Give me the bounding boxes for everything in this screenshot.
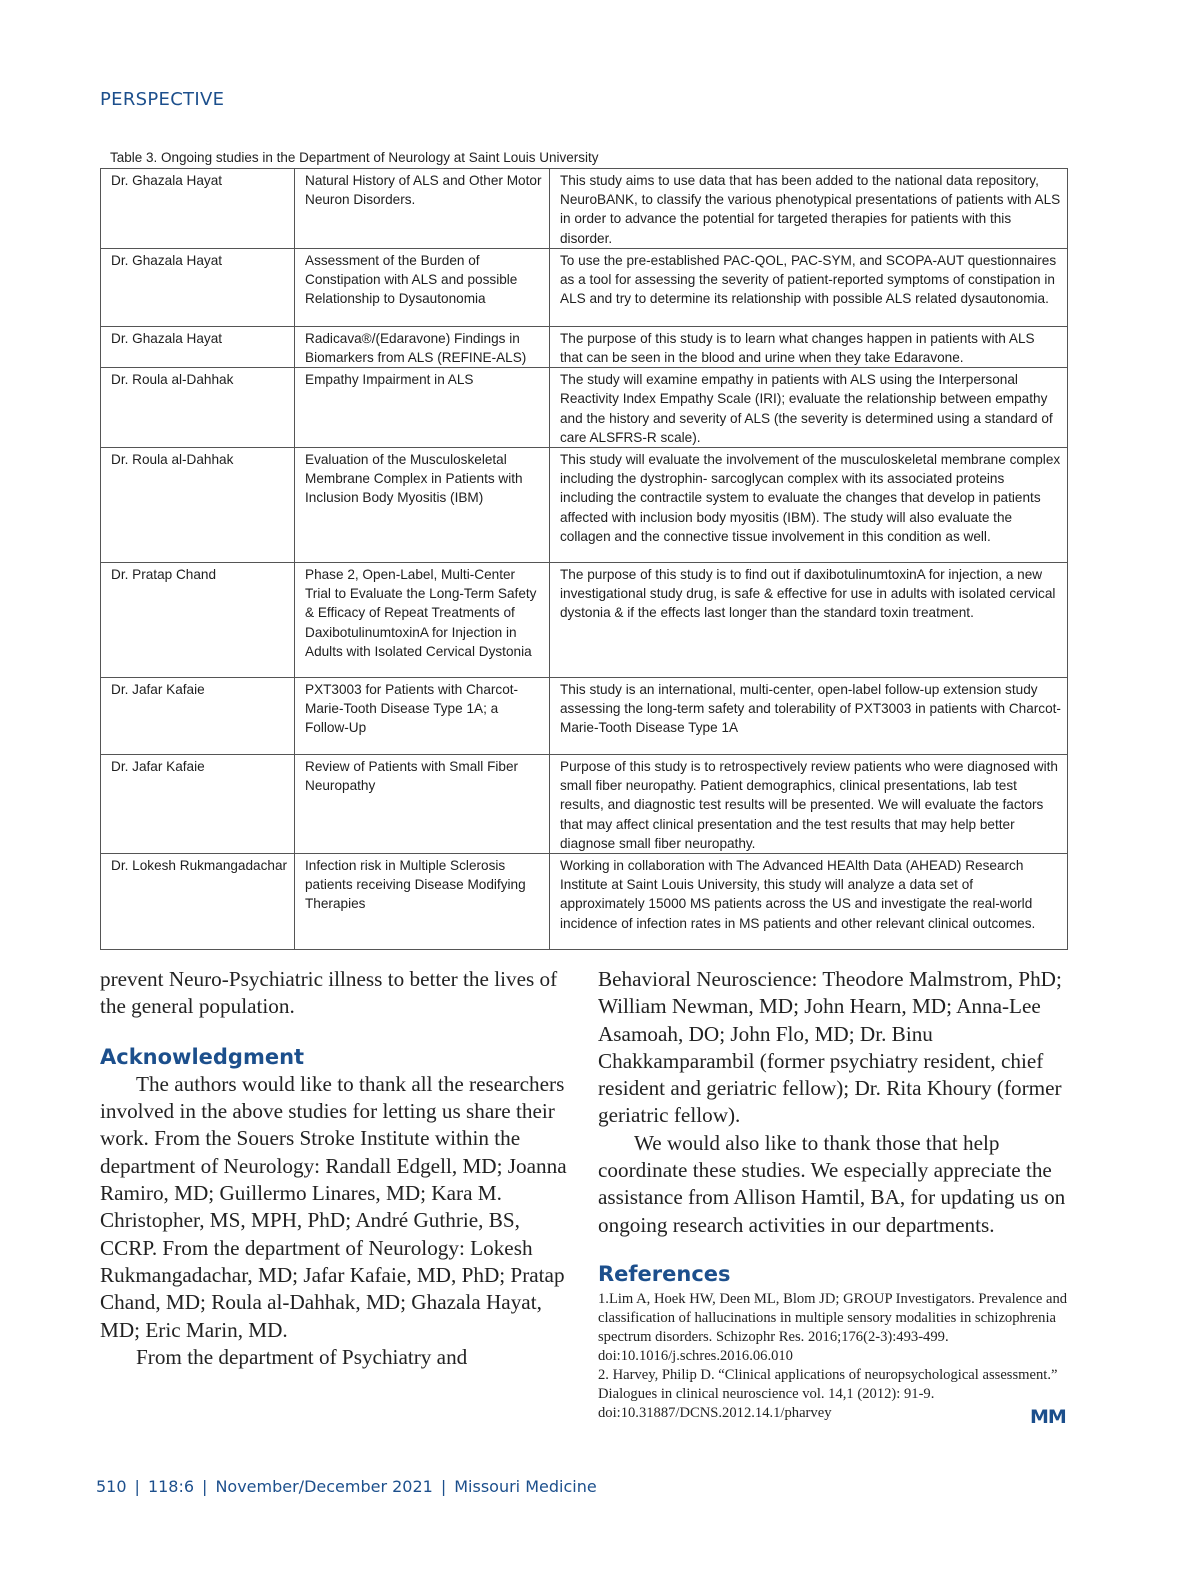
description-cell: This study is an international, multi-center, open-label follow-up extension study assessing the long-term safety and tolerability of PXT3003 in patients with Charcot-Marie-Tooth Disease Type 1A [550, 678, 1068, 755]
end-mark-logo: MM [1030, 1406, 1066, 1428]
investigator-cell: Dr. Lokesh Rukmangadachar [101, 854, 295, 950]
acknowledgment-paragraph-continued: From the department of Psychiatry and [136, 1344, 468, 1369]
reference-item: 1.Lim A, Hoek HW, Deen ML, Blom JD; GROUP Investigators. Prevalence and classification of hallucinations in multiple sensory modalities in schizophrenia spectrum disorders. Schizophr Res. 2016;176(2-3):493-499. doi:10.1016/j.schres.2016.06.010 [598, 1291, 1068, 1365]
acknowledgment-heading: Acknowledgment [100, 1044, 305, 1069]
study-cell: Evaluation of the Musculoskeletal Membrane Complex in Patients with Inclusion Body Myositis (IBM) [295, 448, 550, 563]
study-cell: Natural History of ALS and Other Motor Neuron Disorders. [295, 169, 550, 249]
intro-end-paragraph: prevent Neuro-Psychiatric illness to better the lives of the general population. [100, 967, 558, 1019]
investigator-cell: Dr. Roula al-Dahhak [101, 448, 295, 563]
investigator-cell: Dr. Ghazala Hayat [101, 326, 295, 367]
study-cell: Review of Patients with Small Fiber Neuropathy [295, 755, 550, 854]
description-cell: This study will evaluate the involvement of the musculoskeletal membrane complex including the dystrophin- sarcoglycan complex with its associated proteins including the contractile system to evaluate the changes that develop in patients affected with inclusion body myositis (IBM). The study will also evaluate the collagen and the connective tissue involvement in this condition as well. [550, 448, 1068, 563]
table-row [101, 169, 1068, 249]
investigator-cell: Dr. Jafar Kafaie [101, 678, 295, 755]
acknowledgment-paragraph: The authors would like to thank all the researchers involved in the above studies for letting us share their work. From the Souers Stroke Institute within the department of Neurology: Randall Edgell, MD; Joanna Ramiro, MD; Guillermo Linares, MD; Kara M. Christopher, MS, MPH, PhD; André Guthrie, BS, CCRP. From the department of Neurology: Lokesh Rukmangadachar, MD; Jafar Kafaie, MD, PhD; Pratap Chand, MD; Roula al-Dahhak, MD; Ghazala Hayat, MD; Eric Marin, MD. [100, 1071, 567, 1342]
investigator-cell: Dr. Roula al-Dahhak [101, 368, 295, 448]
description-cell: Working in collaboration with The Advanced HEAlth Data (AHEAD) Research Institute at Saint Louis University, this study will analyze a data set of approximately 15000 MS patients across the US and investigate the real-world incidence of infection rates in MS patients and other relevant clinical outcomes. [550, 854, 1068, 950]
footer-separator: | [134, 1477, 140, 1496]
left-column [100, 966, 570, 1371]
description-cell: The study will examine empathy in patients with ALS using the Interpersonal Reactivity Index Empathy Scale (IRI); evaluate the relationship between empathy and the history and severity of ALS (the severity is determined using a standard of care ALSFRS-R scale). [550, 368, 1068, 448]
study-cell: PXT3003 for Patients with Charcot-Marie-Tooth Disease Type 1A; a Follow-Up [295, 678, 550, 755]
description-cell: The purpose of this study is to learn what changes happen in patients with ALS that can be seen in the blood and urine when they take Edaravone. [550, 326, 1068, 367]
table-row [101, 563, 1068, 678]
description-cell: The purpose of this study is to find out if daxibotulinumtoxinA for injection, a new investigational study drug, is safe & effective for use in adults with isolated cervical dystonia & if the effects last longer than the standard toxin treatment. [550, 563, 1068, 678]
issue-number: 118:6 [147, 1477, 195, 1496]
investigator-cell: Dr. Pratap Chand [101, 563, 295, 678]
acknowledgment-continuation: Behavioral Neuroscience: Theodore Malmstrom, PhD; William Newman, MD; John Hearn, MD; Anna-Lee Asamoah, DO; John Flo, MD; Dr. Binu Chakkamparambil (former psychiatry resident, chief resident and geriatric fellow); Dr. Rita Khoury (former geriatric fellow). [598, 967, 1062, 1128]
table-row [101, 248, 1068, 326]
references-heading: References [598, 1261, 731, 1286]
investigator-cell: Dr. Jafar Kafaie [101, 755, 295, 854]
section-label: PERSPECTIVE [100, 89, 225, 110]
footer-separator: | [440, 1477, 447, 1496]
reference-item: 2. Harvey, Philip D. “Clinical applications of neuropsychological assessment.” Dialogues in clinical neuroscience vol. 14,1 (2012): 91-9. doi:10.31887/DCNS.2012.14.1/pharvey [598, 1367, 1058, 1422]
study-cell: Phase 2, Open-Label, Multi-Center Trial to Evaluate the Long-Term Safety & Efficacy of Repeat Treatments of DaxibotulinumtoxinA for Injection in Adults with Isolated Cervical Dystonia [295, 563, 550, 678]
table-row [101, 448, 1068, 563]
investigator-cell: Dr. Ghazala Hayat [101, 169, 295, 249]
issue-date: November/December 2021 [215, 1477, 433, 1496]
table-caption: Table 3. Ongoing studies in the Department of Neurology at Saint Louis University [110, 150, 599, 165]
studies-table [100, 168, 1068, 950]
journal-name: Missouri Medicine [454, 1477, 597, 1496]
acknowledgment-paragraph: We would also like to thank those that help coordinate these studies. We especially appreciate the assistance from Allison Hamtil, BA, for updating us on ongoing research activities in our departments. [598, 1130, 1066, 1237]
investigator-cell: Dr. Ghazala Hayat [101, 248, 295, 326]
table-row [101, 368, 1068, 448]
study-cell: Empathy Impairment in ALS [295, 368, 550, 448]
table-row [101, 854, 1068, 950]
page-footer [96, 1477, 597, 1496]
description-cell: To use the pre-established PAC-QOL, PAC-SYM, and SCOPA-AUT questionnaires as a tool for assessing the severity of patient-reported symptoms of constipation in ALS and try to determine its relationship with possible ALS related dysautonomia. [550, 248, 1068, 326]
right-column [598, 966, 1068, 1423]
description-cell: Purpose of this study is to retrospectively review patients who were diagnosed with small fiber neuropathy. Patient demographics, clinical presentations, lab test results, and diagnostic test results will be presented. We will evaluate the factors that may affect clinical presentation and the test results that may help better diagnose small fiber neuropathy. [550, 755, 1068, 854]
table-row [101, 755, 1068, 854]
study-cell: Assessment of the Burden of Constipation with ALS and possible Relationship to Dysautonomia [295, 248, 550, 326]
page-number: 510 [96, 1477, 127, 1496]
table-row [101, 678, 1068, 755]
table-row [101, 326, 1068, 367]
description-cell: This study aims to use data that has been added to the national data repository, NeuroBANK, to classify the various phenotypical presentations of patients with ALS in order to advance the potential for targeted therapies for patients with this disorder. [550, 169, 1068, 249]
study-cell: Radicava®/(Edaravone) Findings in Biomarkers from ALS (REFINE-ALS) [295, 326, 550, 367]
footer-separator: | [202, 1477, 208, 1496]
study-cell: Infection risk in Multiple Sclerosis patients receiving Disease Modifying Therapies [295, 854, 550, 950]
